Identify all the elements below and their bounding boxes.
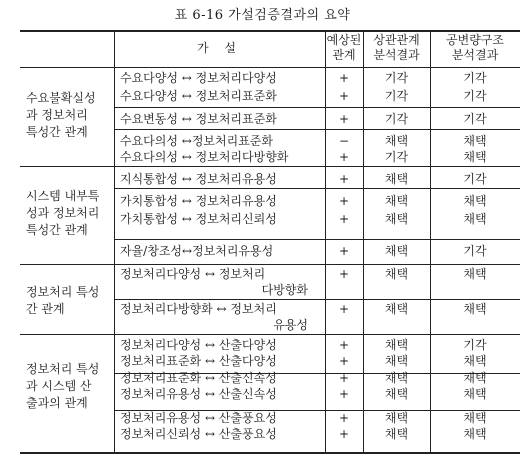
hypothesis-cell: 수요다양성 ↔ 정보처리다양성	[120, 71, 277, 85]
expected-relation-cell: −	[338, 134, 350, 148]
expected-relation-cell: +	[338, 302, 350, 316]
hypothesis-cell: 정보처리표준화 ↔ 산출다양성	[120, 354, 277, 368]
hypothesis-cell: 자율/창조성↔정보처리유용성	[120, 244, 274, 258]
sem-result-cell: 기각	[463, 338, 487, 352]
hypothesis-cell: 수요다의성 ↔정보처리표준화	[120, 134, 273, 148]
sem-result-cell: 채택	[463, 427, 487, 441]
expected-relation-cell: +	[338, 371, 350, 385]
sem-result-cell: 채택	[463, 354, 487, 368]
hypothesis-cell: 지식통합성 ↔ 정보처리유용성	[120, 172, 277, 186]
group-label: 정보처리 특성 과 시스템 산 출과의 관계	[26, 362, 100, 410]
sem-result-cell: 기각	[463, 89, 487, 103]
hypothesis-cell: 정보처리유용성 ↔ 산출신속성	[120, 387, 277, 401]
sem-result-cell: 기각	[463, 172, 487, 186]
table-title: 표 6-16 가설검증결과의 요약	[174, 8, 351, 23]
group-divider	[20, 334, 520, 335]
header-divider	[20, 67, 520, 68]
correlation-result-cell: 채택	[384, 371, 409, 385]
correlation-result-cell: 채택	[384, 194, 409, 208]
header-hypothesis: 가 설	[197, 41, 242, 55]
correlation-result-cell: 채택	[384, 338, 409, 352]
correlation-result-cell: 기각	[384, 71, 409, 85]
sem-result-cell: 기각	[463, 112, 487, 126]
expected-relation-cell: +	[338, 112, 350, 126]
hypothesis-cell: 수요변동성 ↔ 정보처리표준화	[120, 112, 277, 126]
expected-relation-cell: +	[338, 267, 350, 281]
table-top-border	[20, 30, 520, 32]
hypothesis-cell-continued: 다방향화	[261, 283, 308, 297]
sem-result-cell: 채택	[463, 302, 487, 316]
correlation-result-cell: 채택	[384, 244, 409, 258]
expected-relation-cell: +	[338, 150, 350, 164]
hypothesis-cell: 정보처리다방향화 ↔ 정보처리	[120, 302, 277, 316]
correlation-result-cell: 채택	[384, 354, 409, 368]
expected-relation-cell: +	[338, 212, 350, 226]
group-label: 정보처리 특성 간 관계	[26, 285, 100, 316]
correlation-result-cell: 채택	[384, 172, 409, 186]
expected-relation-cell: +	[338, 338, 350, 352]
sem-result-cell: 채택	[463, 150, 487, 164]
group-label: 수요불확실성 과 정보처리 특성간 관계	[26, 91, 96, 139]
column-divider	[114, 30, 115, 454]
group-divider	[20, 166, 520, 167]
expected-relation-cell: +	[338, 244, 350, 258]
row-divider	[114, 107, 520, 108]
expected-relation-cell: +	[338, 71, 350, 85]
expected-relation-cell: +	[338, 354, 350, 368]
correlation-result-cell: 기각	[384, 112, 409, 126]
table-bottom-border	[20, 452, 520, 454]
correlation-result-cell: 채택	[384, 267, 409, 281]
row-divider	[114, 239, 520, 240]
correlation-result-cell: 기각	[384, 89, 409, 103]
header-expected-relation: 예상된 관계	[326, 33, 362, 62]
row-divider	[114, 129, 520, 130]
sem-result-cell: 채택	[463, 194, 487, 208]
sem-result-cell: 기각	[463, 244, 487, 258]
sem-result-cell: 채택	[463, 134, 487, 148]
group-label: 시스템 내부특 성과 정보처리 특성간 관계	[26, 189, 100, 237]
expected-relation-cell: +	[338, 194, 350, 208]
correlation-result-cell: 기각	[384, 150, 409, 164]
correlation-result-cell: 채택	[384, 387, 409, 401]
row-divider	[114, 188, 520, 189]
hypothesis-cell: 수요다의성 ↔ 정보처리다방향화	[120, 150, 289, 164]
row-divider	[114, 299, 520, 300]
expected-relation-cell: +	[338, 411, 350, 425]
header-sem-result: 공변량구조 분석결과	[446, 33, 504, 62]
expected-relation-cell: +	[338, 387, 350, 401]
sem-result-cell: 채택	[463, 371, 487, 385]
expected-relation-cell: +	[338, 89, 350, 103]
header-correlation-result: 상관관계 분석결과	[373, 33, 420, 62]
hypothesis-cell: 가치통합성 ↔ 정보처리신뢰성	[120, 212, 277, 226]
correlation-result-cell: 채택	[384, 411, 409, 425]
hypothesis-summary-table	[20, 30, 520, 454]
sem-result-cell: 채택	[463, 267, 487, 281]
hypothesis-cell: 정보처리표준화 ↔ 산출신속성	[120, 371, 277, 385]
sem-result-cell: 채택	[463, 411, 487, 425]
hypothesis-cell: 정보처리신뢰성 ↔ 산출풍요성	[120, 427, 277, 441]
correlation-result-cell: 채택	[384, 212, 409, 226]
expected-relation-cell: +	[338, 427, 350, 441]
sem-result-cell: 채택	[463, 387, 487, 401]
group-divider	[20, 264, 520, 265]
expected-relation-cell: +	[338, 172, 350, 186]
correlation-result-cell: 채택	[384, 427, 409, 441]
correlation-result-cell: 채택	[384, 302, 409, 316]
hypothesis-cell: 가치통합성 ↔ 정보처리유용성	[120, 194, 277, 208]
hypothesis-cell: 수요다양성 ↔ 정보처리표준화	[120, 89, 277, 103]
sem-result-cell: 채택	[463, 212, 487, 226]
hypothesis-cell: 정보처리다양성 ↔ 정보처리	[120, 267, 266, 281]
hypothesis-cell-continued: 유용성	[273, 318, 308, 332]
hypothesis-cell: 정보처리다양성 ↔ 산출다양성	[120, 338, 277, 352]
sem-result-cell: 기각	[463, 71, 487, 85]
correlation-result-cell: 채택	[384, 134, 409, 148]
hypothesis-cell: 정보처리유용성 ↔ 산출풍요성	[120, 411, 277, 425]
